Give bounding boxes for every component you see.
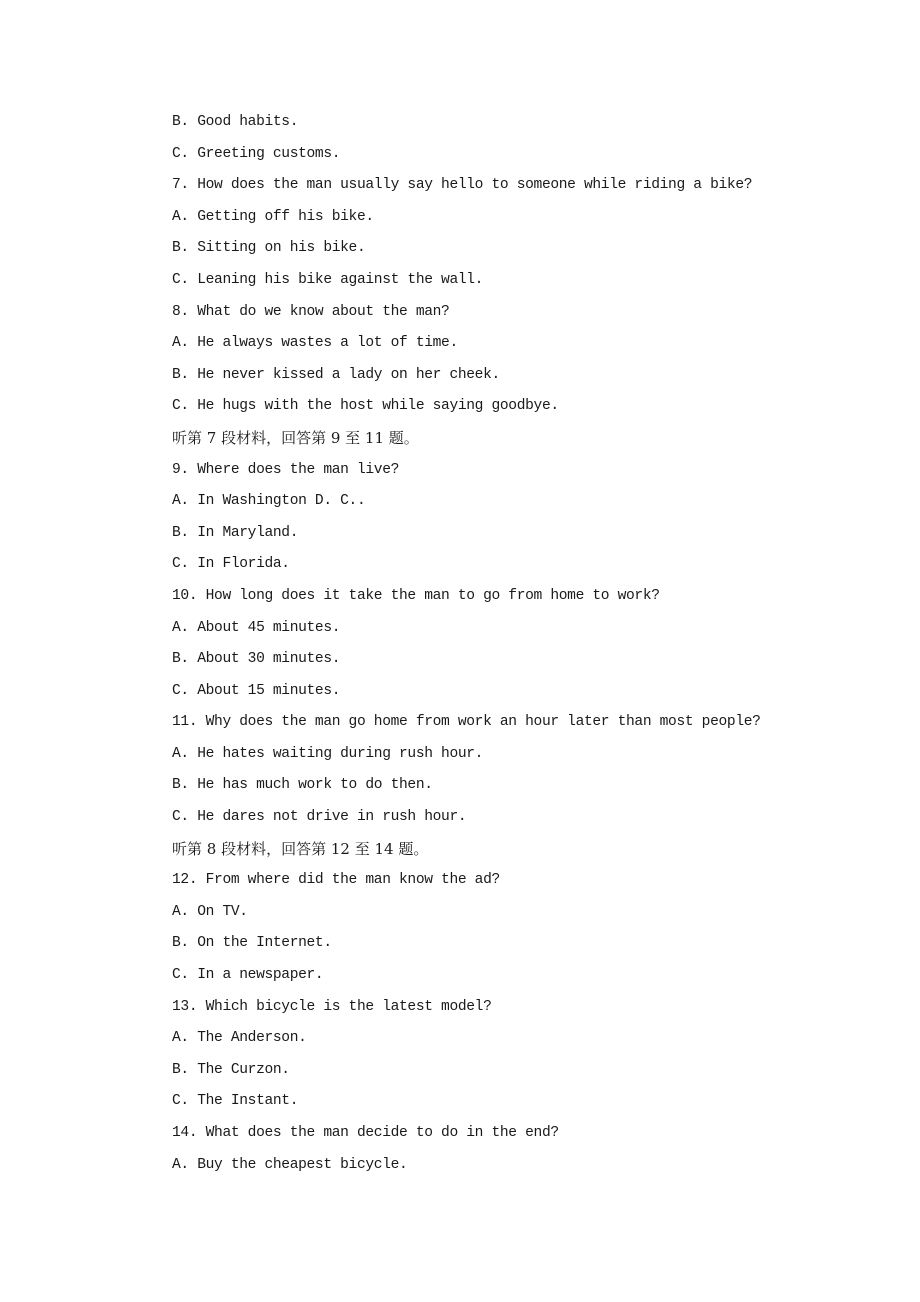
section-heading-8: 听第 8 段材料，回答第 12 至 14 题。	[172, 839, 429, 858]
option-6c: C. Greeting customs.	[172, 145, 341, 162]
option-10b: B. About 30 minutes.	[172, 651, 341, 668]
question-10: 10. How long does it take the man to go from home to work?	[172, 587, 660, 604]
option-11c: C. He dares not drive in rush hour.	[172, 809, 467, 826]
question-9: 9. Where does the man live?	[172, 461, 400, 478]
option-11b: B. He has much work to do then.	[172, 777, 433, 794]
document-page	[172, 112, 812, 1186]
question-12: 12. From where did the man know the ad?	[172, 872, 500, 889]
question-14: 14. What does the man decide to do in the end?	[172, 1125, 559, 1141]
option-10a: A. About 45 minutes.	[172, 619, 341, 636]
option-7b: B. Sitting on his bike.	[172, 240, 366, 257]
option-9a: A. In Washington D. C..	[172, 493, 366, 510]
option-13b: B. The Curzon.	[172, 1061, 290, 1078]
option-13c: C. The Instant.	[172, 1093, 299, 1110]
question-11: 11. Why does the man go home from work an hour later than most people?	[172, 714, 761, 731]
option-8c: C. He hugs with the host while saying goodbye.	[172, 398, 559, 415]
option-12c: C. In a newspaper.	[172, 967, 324, 984]
option-9b: B. In Maryland.	[172, 524, 299, 541]
option-8a: A. He always wastes a lot of time.	[172, 335, 458, 352]
question-8: 8. What do we know about the man?	[172, 303, 450, 320]
option-12b: B. On the Internet.	[172, 935, 332, 952]
option-14a: A. Buy the cheapest bicycle.	[172, 1156, 408, 1173]
option-8b: B. He never kissed a lady on her cheek.	[172, 366, 500, 383]
option-7a: A. Getting off his bike.	[172, 208, 374, 225]
question-13: 13. Which bicycle is the latest model?	[172, 998, 492, 1015]
option-7c: C. Leaning his bike against the wall.	[172, 271, 484, 288]
question-7: 7. How does the man usually say hello to someone while riding a bike?	[172, 177, 753, 194]
option-13a: A. The Anderson.	[172, 1030, 307, 1047]
section-heading-7: 听第 7 段材料，回答第 9 至 11 题。	[172, 428, 419, 447]
option-11a: A. He hates waiting during rush hour.	[172, 745, 484, 762]
option-9c: C. In Florida.	[172, 556, 290, 573]
option-10c: C. About 15 minutes.	[172, 682, 341, 699]
option-12a: A. On TV.	[172, 903, 248, 920]
option-6b: B. Good habits.	[172, 114, 299, 130]
